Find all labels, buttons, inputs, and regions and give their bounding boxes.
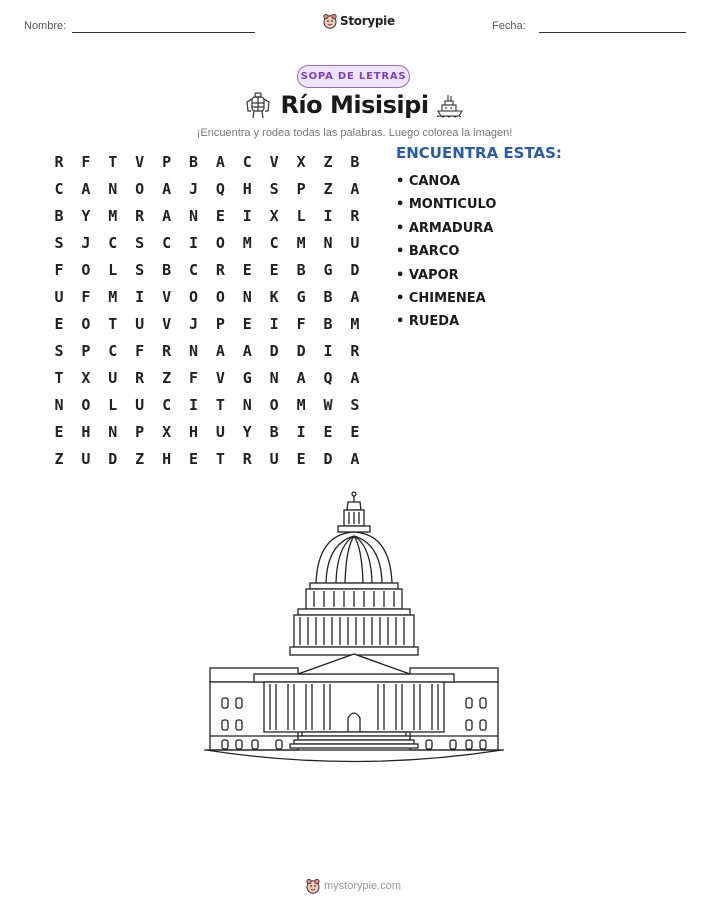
grid-letter: L	[108, 395, 118, 414]
grid-letter: B	[54, 206, 64, 225]
brand-name: Storypie	[340, 14, 395, 28]
grid-letter: M	[108, 287, 118, 306]
name-label: Nombre:	[24, 20, 67, 32]
grid-letter: H	[188, 422, 199, 441]
capitol-building-icon	[204, 488, 504, 773]
grid-letter: M	[296, 233, 306, 252]
grid-letter: D	[323, 449, 333, 468]
grid-letter: E	[215, 206, 225, 225]
grid-letter: A	[350, 368, 360, 387]
grid-letter: T	[215, 449, 225, 468]
grid-letter: O	[81, 395, 91, 414]
date-label: Fecha:	[492, 20, 526, 32]
grid-letter: V	[269, 152, 279, 171]
grid-letter: X	[296, 152, 306, 171]
grid-letter: C	[162, 233, 172, 252]
grid-letter: D	[350, 260, 360, 279]
grid-letter: E	[296, 449, 306, 468]
grid-letter: I	[188, 233, 199, 252]
grid-letter: I	[269, 314, 279, 333]
grid-letter: R	[135, 368, 145, 387]
grid-letter: S	[269, 179, 279, 198]
grid-letter: U	[350, 233, 360, 252]
grid-letter: N	[242, 287, 252, 306]
storypie-logo-icon	[306, 878, 320, 894]
grid-letter: R	[350, 341, 360, 360]
grid-letter: J	[188, 314, 199, 333]
grid-letter: O	[81, 260, 91, 279]
grid-letter: D	[269, 341, 279, 360]
grid-letter: W	[323, 395, 333, 414]
grid-letter: Z	[323, 179, 333, 198]
grid-letter: N	[54, 395, 64, 414]
grid-letter: N	[188, 341, 199, 360]
grid-letter: I	[323, 206, 333, 225]
grid-letter: B	[269, 422, 279, 441]
grid-letter: X	[81, 368, 91, 387]
instructions: ¡Encuentra y rodea todas las palabras. Luego colorea la imagen!	[196, 127, 513, 139]
grid-letter: P	[296, 179, 306, 198]
grid-letter: H	[242, 179, 252, 198]
grid-letter: A	[162, 179, 172, 198]
grid-letter: C	[188, 260, 199, 279]
grid-letter: U	[81, 449, 91, 468]
grid-letter: F	[81, 287, 91, 306]
grid-letter: R	[350, 206, 360, 225]
grid-letter: T	[108, 314, 118, 333]
grid-letter: H	[81, 422, 91, 441]
grid-letter: Z	[323, 152, 333, 171]
grid-letter: N	[108, 422, 118, 441]
grid-letter: P	[162, 152, 172, 171]
grid-letter: A	[215, 152, 225, 171]
grid-letter: N	[108, 179, 118, 198]
grid-letter: A	[162, 206, 172, 225]
grid-letter: R	[215, 260, 225, 279]
grid-letter: B	[350, 152, 360, 171]
grid-letter: O	[215, 233, 225, 252]
grid-letter: B	[323, 287, 333, 306]
grid-letter: N	[242, 395, 252, 414]
grid-letter: H	[162, 449, 172, 468]
grid-letter: R	[162, 341, 172, 360]
grid-letter: E	[242, 314, 252, 333]
grid-letter: T	[215, 395, 225, 414]
grid-letter: P	[81, 341, 91, 360]
grid-letter: E	[269, 260, 279, 279]
grid-letter: A	[242, 341, 252, 360]
grid-letter: M	[296, 395, 306, 414]
grid-letter: I	[323, 341, 333, 360]
grid-letter: O	[188, 287, 199, 306]
grid-letter: I	[242, 206, 252, 225]
grid-letter: X	[162, 422, 172, 441]
grid-letter: G	[323, 260, 333, 279]
grid-letter: N	[269, 368, 279, 387]
grid-letter: U	[135, 395, 145, 414]
grid-letter: E	[350, 422, 360, 441]
grid-letter: S	[135, 260, 145, 279]
grid-letter: E	[188, 449, 199, 468]
grid-letter: C	[242, 152, 252, 171]
storypie-logo-icon	[323, 13, 337, 29]
grid-letter: C	[108, 341, 118, 360]
grid-letter: N	[188, 206, 199, 225]
grid-letter: S	[350, 395, 360, 414]
grid-letter: M	[108, 206, 118, 225]
grid-letter: R	[54, 152, 64, 171]
grid-letter: B	[188, 152, 199, 171]
grid-letter: G	[242, 368, 252, 387]
grid-letter: E	[54, 422, 64, 441]
grid-letter: J	[188, 179, 199, 198]
grid-letter: G	[296, 287, 306, 306]
grid-letter: P	[135, 422, 145, 441]
grid-letter: Y	[81, 206, 91, 225]
grid-letter: J	[81, 233, 91, 252]
grid-letter: V	[162, 314, 172, 333]
grid-letter: X	[269, 206, 279, 225]
grid-letter: R	[242, 449, 252, 468]
grid-letter: A	[215, 341, 225, 360]
grid-letter: C	[108, 233, 118, 252]
grid-letter: T	[54, 368, 64, 387]
grid-letter: S	[54, 233, 64, 252]
grid-letter: C	[162, 395, 172, 414]
grid-letter: Q	[323, 368, 333, 387]
grid-letter: E	[242, 260, 252, 279]
grid-letter: O	[215, 287, 225, 306]
grid-letter: M	[242, 233, 252, 252]
grid-letter: U	[135, 314, 145, 333]
grid-letter: I	[296, 422, 306, 441]
footer	[306, 878, 401, 894]
page-title: Río Misisipi	[280, 91, 429, 119]
word-item: • CHIMENEA	[396, 290, 486, 306]
steamboat-icon	[436, 94, 464, 118]
grid-letter: Q	[215, 179, 225, 198]
word-list	[396, 170, 496, 334]
word-item: • CANOA	[396, 174, 461, 189]
grid-letter: S	[54, 341, 64, 360]
grid-letter: E	[323, 422, 333, 441]
grid-letter: Y	[242, 422, 252, 441]
grid-letter: Z	[162, 368, 172, 387]
grid-letter: F	[81, 152, 91, 171]
grid-letter: T	[108, 152, 118, 171]
grid-letter: Z	[54, 449, 64, 468]
grid-letter: O	[81, 314, 91, 333]
grid-letter: I	[188, 395, 199, 414]
grid-letter: L	[296, 206, 306, 225]
grid-letter: C	[54, 179, 64, 198]
grid-letter: A	[350, 449, 360, 468]
grid-letter: O	[269, 395, 279, 414]
grid-letter: M	[350, 314, 360, 333]
grid-letter: U	[108, 368, 118, 387]
grid-letter: B	[296, 260, 306, 279]
brand	[323, 13, 395, 29]
word-list-title: ENCUENTRA ESTAS:	[396, 144, 562, 162]
grid-letter: I	[135, 287, 145, 306]
grid-letter: A	[81, 179, 91, 198]
word-item: • BARCO	[396, 244, 460, 260]
word-item: • ARMADURA	[396, 220, 494, 236]
grid-letter: V	[215, 368, 225, 387]
grid-letter: Z	[135, 449, 145, 468]
grid-letter: V	[135, 152, 145, 171]
grid-letter: U	[269, 449, 279, 468]
grid-letter: A	[350, 179, 360, 198]
grid-letter: K	[269, 287, 279, 306]
word-item: • RUEDA	[396, 314, 460, 330]
grid-letter: L	[108, 260, 118, 279]
grid-letter: F	[135, 341, 145, 360]
grid-letter: B	[162, 260, 172, 279]
grid-letter: A	[296, 368, 306, 387]
name-field-line	[72, 32, 255, 33]
grid-letter: F	[296, 314, 306, 333]
grid-letter: D	[296, 341, 306, 360]
word-item: • VAPOR	[396, 267, 459, 283]
worksheet-badge: SOPA DE LETRAS	[297, 65, 410, 88]
grid-letter: C	[269, 233, 279, 252]
footer-site: mystorypie.com	[324, 880, 402, 892]
grid-letter: U	[215, 422, 225, 441]
grid-letter: S	[135, 233, 145, 252]
date-field-line	[539, 32, 686, 33]
grid-letter: A	[350, 287, 360, 306]
grid-letter: B	[323, 314, 333, 333]
grid-letter: U	[54, 287, 64, 306]
grid-letter: R	[135, 206, 145, 225]
word-item: • MONTICULO	[396, 197, 497, 213]
grid-letter: D	[108, 449, 118, 468]
grid-letter: N	[323, 233, 333, 252]
grid-letter: E	[54, 314, 64, 333]
grid-letter: P	[215, 314, 225, 333]
grid-letter: O	[135, 179, 145, 198]
grid-letter: F	[54, 260, 64, 279]
grid-letter: F	[188, 368, 199, 387]
grid-letter: V	[162, 287, 172, 306]
